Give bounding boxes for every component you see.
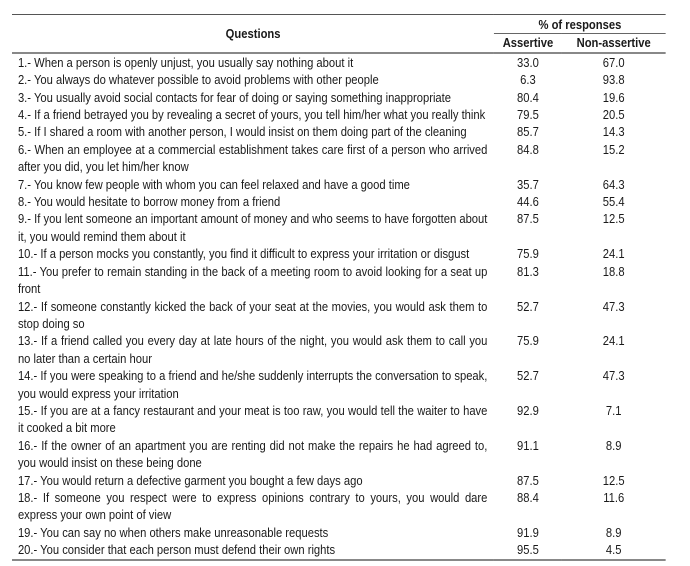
table-row [12,245,666,262]
assertive-header: Assertive [494,34,562,53]
question-cell: 12.- If someone constantly kicked the back of your seat at the movies, you would ask them to stop doing so [17,298,488,331]
responses-table [12,14,666,561]
table-row [12,332,666,367]
table-row [12,367,666,402]
table-row [12,541,666,559]
question-cell: 5.- If I shared a room with another person, I would insist on them doing part of the cleaning [17,124,467,140]
question-cell: 8.- You would hesitate to borrow money from a friend [17,194,281,210]
question-cell: 10.- If a person mocks you constantly, you find it difficult to express your irritation or disgust [17,246,470,262]
table-row [12,193,666,210]
assertive-cell: 87.5 [517,472,539,488]
question-cell: 11.- You prefer to remain standing in the back of a meeting room to avoid looking for a seat up front [17,263,488,297]
table-row [12,263,666,298]
non-assertive-cell: 24.1 [602,333,625,349]
table-row [12,472,666,489]
responses-group-header: % of responses [494,15,665,34]
non-assertive-cell: 67.0 [602,54,625,70]
non-assertive-cell: 12.5 [602,211,625,227]
table-row [12,524,666,541]
non-assertive-cell: 4.5 [562,541,666,559]
question-cell: 2.- You always do whatever possible to avoid problems with other people [17,72,379,88]
non-assertive-cell: 8.9 [605,437,622,453]
non-assertive-cell: 8.9 [605,524,622,540]
assertive-cell: 88.4 [517,489,539,505]
assertive-cell: 81.3 [517,263,539,279]
table-row [12,489,666,524]
table-row [12,210,666,245]
table-row [12,437,666,472]
question-cell: 20.- You consider that each person must defend their own rights [12,541,494,559]
question-cell: 16.- If the owner of an apartment you are renting did not make the repairs he had agreed to, you would insist on these being done [17,437,488,471]
table-row [12,106,666,123]
assertive-cell: 6.3 [520,72,536,88]
assertive-cell: 52.7 [517,368,539,384]
question-cell: 6.- When an employee at a commercial establishment takes care first of a person who arrived after you did, you let him/her know [17,141,488,175]
non-assertive-cell: 55.4 [602,194,625,210]
assertive-cell: 95.5 [494,541,562,559]
assertive-cell: 44.6 [517,194,539,210]
non-assertive-cell: 47.3 [602,368,625,384]
non-assertive-cell: 20.5 [602,107,625,123]
non-assertive-cell: 19.6 [602,89,625,105]
questions-header: Questions [12,15,494,53]
assertive-cell: 87.5 [517,211,539,227]
non-assertive-cell: 24.1 [602,246,625,262]
table-row [12,123,666,140]
table-body [12,53,666,560]
non-assertive-cell: 15.2 [602,141,625,157]
table-row [12,298,666,333]
question-cell: 19.- You can say no when others make unreasonable requests [17,524,329,540]
non-assertive-cell: 64.3 [602,176,625,192]
table-row [12,141,666,176]
responses-table-container [12,14,666,561]
question-cell: 15.- If you are at a fancy restaurant and your meat is too raw, you would tell the waiter to have it cooked a bit more [17,402,488,436]
assertive-cell: 92.9 [517,402,539,418]
question-cell: 9.- If you lent someone an important amount of money and who seems to have forgotten about it, you would remind them about it [17,211,488,244]
table-row [12,71,666,88]
question-cell: 14.- If you were speaking to a friend and he/she suddenly interrupts the conversation to speak, you would express your irritation [17,368,488,401]
assertive-cell: 79.5 [517,107,539,123]
assertive-cell: 75.9 [517,333,539,349]
non-assertive-cell: 93.8 [602,72,625,88]
table-row [12,176,666,193]
assertive-cell: 84.8 [517,141,539,157]
question-cell: 13.- If a friend called you every day at late hours of the night, you would ask them to call you no later than a certain hour [17,333,488,366]
non-assertive-cell: 7.1 [605,402,622,418]
assertive-cell: 75.9 [517,246,539,262]
assertive-cell: 91.9 [517,524,539,540]
non-assertive-cell: 11.6 [603,489,625,505]
question-cell: 18.- If someone you respect were to express opinions contrary to yours, you would dare express your own point of view [17,489,488,523]
question-cell: 17.- You would return a defective garment you bought a few days ago [17,472,363,488]
assertive-cell: 80.4 [517,89,539,105]
assertive-cell: 52.7 [517,298,539,314]
question-cell: 1.- When a person is openly unjust, you usually say nothing about it [17,54,354,70]
non-assertive-cell: 18.8 [602,263,625,279]
question-cell: 3.- You usually avoid social contacts for fear of doing or saying something inappropriate [17,89,452,105]
non-assertive-cell: 12.5 [602,472,625,488]
non-assertive-cell: 47.3 [602,298,625,314]
question-cell: 7.- You know few people with whom you can feel relaxed and have a good time [17,176,410,192]
table-row [12,53,666,71]
assertive-cell: 33.0 [517,54,539,70]
assertive-cell: 35.7 [517,176,539,192]
assertive-cell: 85.7 [517,124,539,140]
assertive-cell: 91.1 [517,437,539,453]
question-cell: 4.- If a friend betrayed you by revealing a secret of yours, you tell him/her what you really think [17,107,486,123]
non-assertive-header: Non-assertive [562,34,666,53]
non-assertive-cell: 14.3 [602,124,625,140]
table-row [12,402,666,437]
table-row [12,89,666,106]
